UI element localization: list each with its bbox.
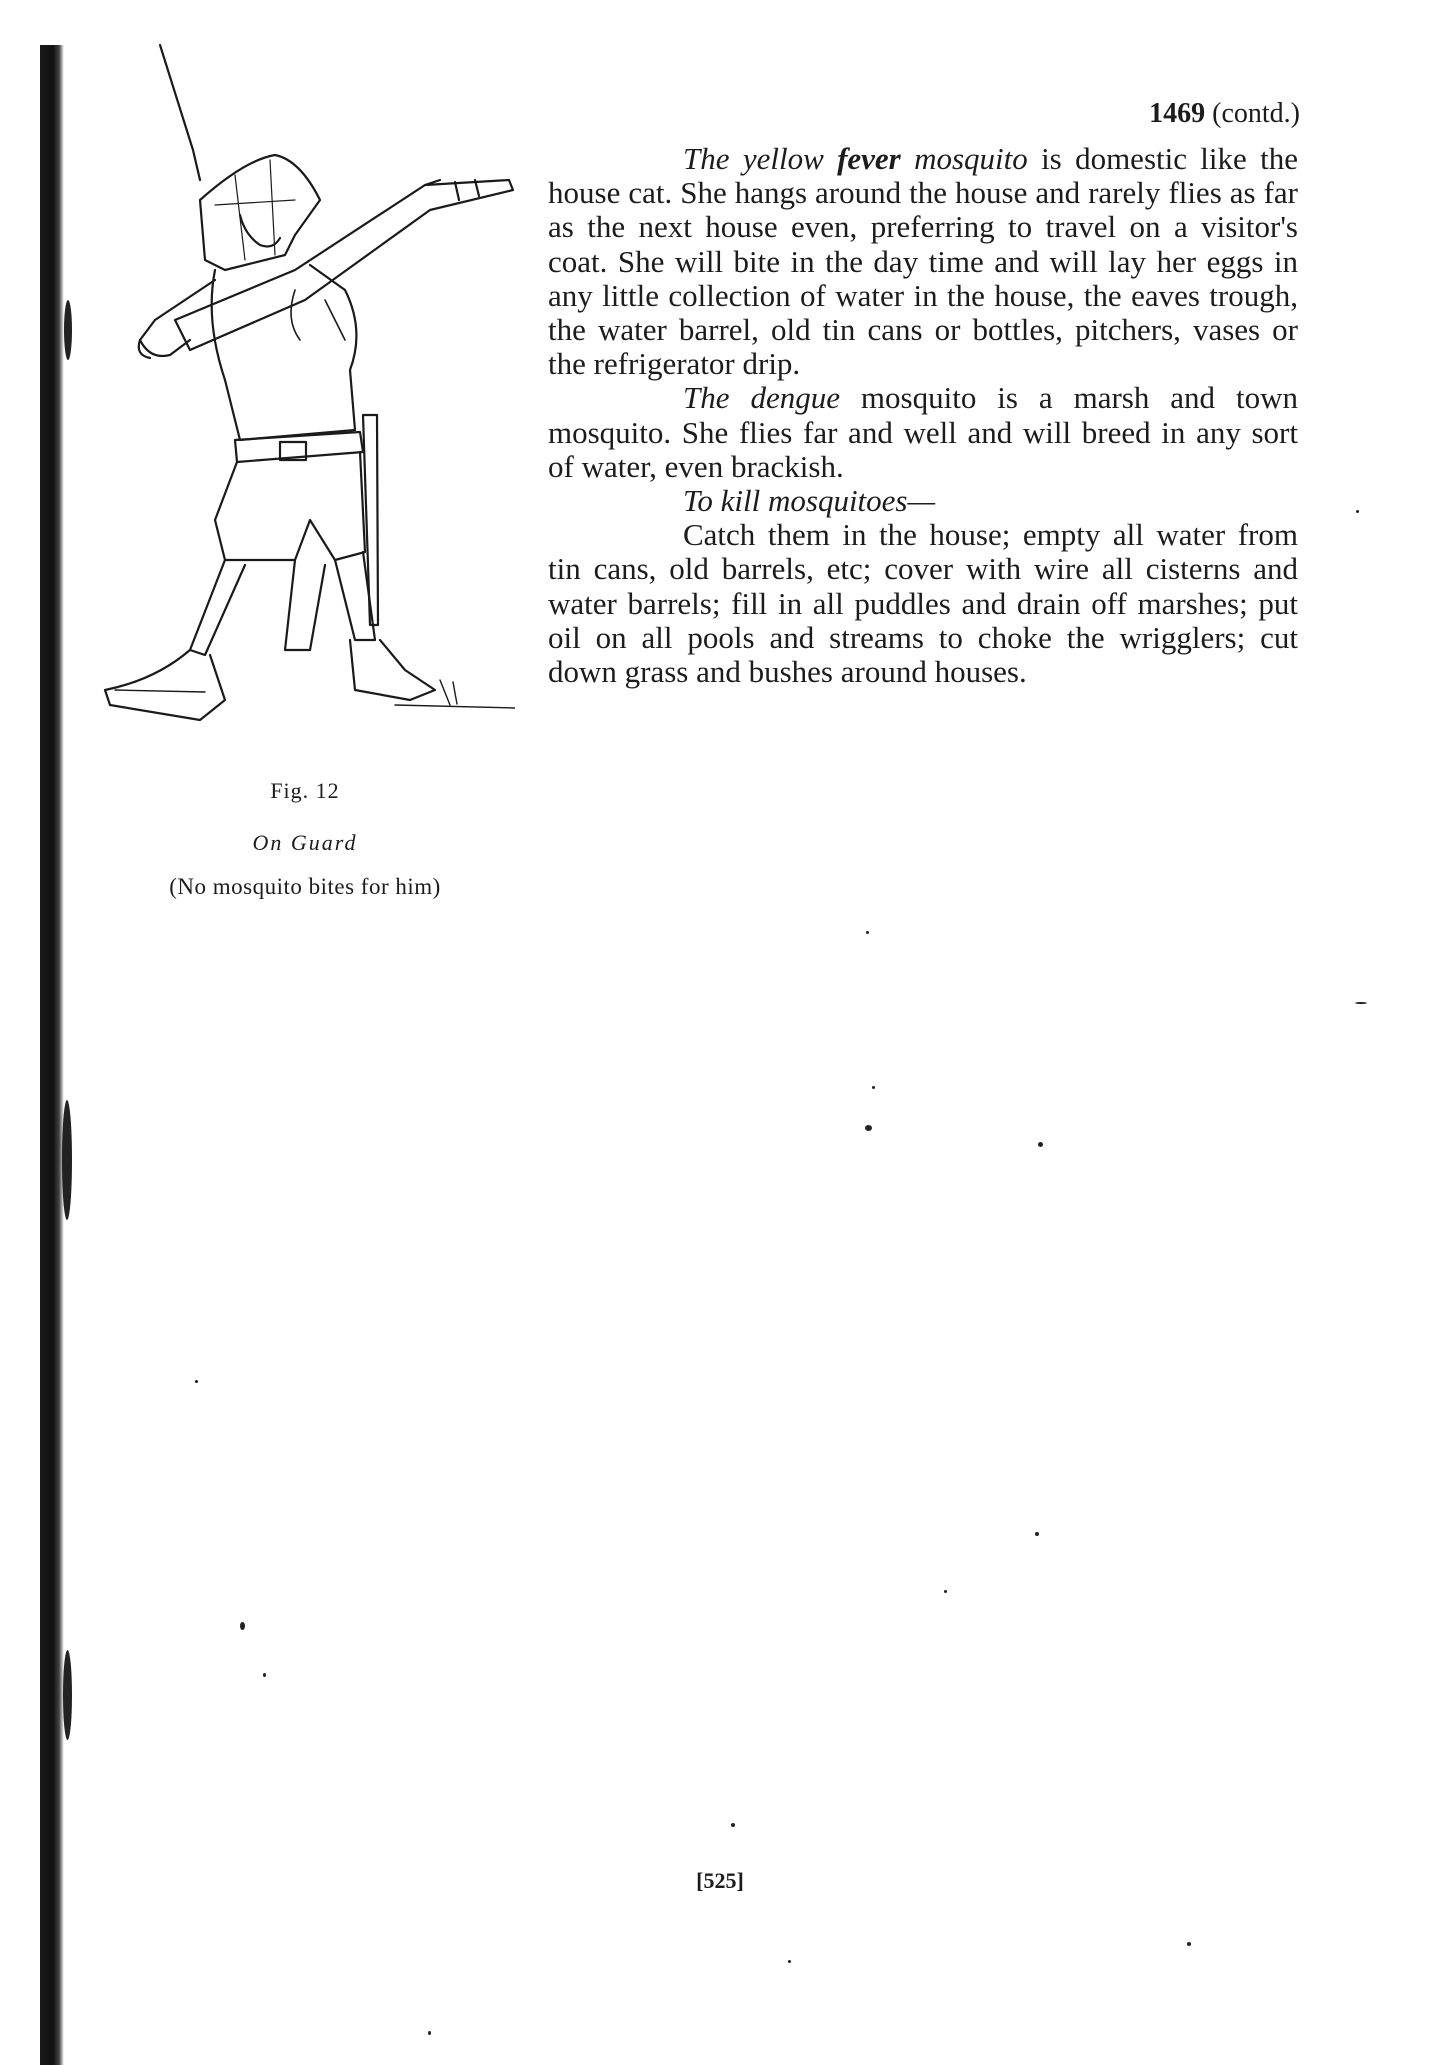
figure-illustration xyxy=(95,40,515,760)
paragraph-lead xyxy=(683,141,1028,176)
scan-dust xyxy=(944,1590,947,1593)
paragraph-instructions xyxy=(548,518,1298,689)
section-number xyxy=(980,98,1300,130)
scan-dust xyxy=(788,1960,791,1963)
paragraph-text: mosquito is a marsh and town mosquito. She flies far and well and will breed in any sort of water, even brackish. xyxy=(548,380,1298,484)
paragraph-dengue xyxy=(548,381,1298,484)
figure-number: Fig. 12 xyxy=(270,778,340,803)
scan-dust xyxy=(428,2031,431,2035)
scan-dust xyxy=(240,1622,245,1630)
scan-edge-shadow xyxy=(40,45,64,2065)
scan-dust xyxy=(1356,510,1359,513)
paragraph-yellow-fever xyxy=(548,142,1298,381)
scan-dust xyxy=(1355,1002,1367,1004)
body-text xyxy=(548,142,1298,689)
paragraph-to-kill-heading xyxy=(548,484,1298,518)
scan-speck xyxy=(63,1650,72,1740)
paragraph-text: is domestic like the house cat. She hangs around the house and rarely flies as far as the next house even, preferring to travel on a visitor's coat. She will bite in the day time and will lay her eggs in any little collection of water in the house, the eaves trough, the water barrel, old tin cans or bottles, pitchers, vases or the refrigerator drip. xyxy=(548,141,1298,382)
scan-dust xyxy=(1035,1532,1039,1536)
scan-dust xyxy=(866,931,869,934)
paragraph-lead: The dengue xyxy=(683,380,840,416)
scan-speck xyxy=(64,300,72,360)
lead-bold: fever xyxy=(837,141,901,176)
scan-dust xyxy=(263,1673,266,1677)
scan-speck xyxy=(62,1100,72,1220)
scan-dust xyxy=(731,1823,735,1827)
figure-note: (No mosquito bites for him) xyxy=(169,874,441,899)
page-number: [525] xyxy=(696,1868,744,1893)
paragraph-text: Catch them in the house; empty all water from tin cans, old barrels, etc; cover with wire all cisterns and water barrels; fill in all puddles and drain off marshes; put oil on all pools and streams to choke the wrigglers; cut down grass and bushes around houses. xyxy=(548,517,1298,690)
scan-dust xyxy=(1187,1942,1191,1946)
section-number-value: 1469 xyxy=(1149,98,1206,129)
section-number-suffix: (contd.) xyxy=(1212,98,1300,129)
lead-post: mosquito xyxy=(900,141,1028,176)
scan-dust xyxy=(872,1086,875,1089)
lead-pre: The yellow xyxy=(683,141,838,176)
scan-dust xyxy=(865,1125,872,1131)
paragraph-lead: To kill mosquitoes— xyxy=(683,483,936,519)
scan-dust xyxy=(195,1380,198,1383)
figure-title: On Guard xyxy=(252,830,358,855)
scan-dust xyxy=(1038,1142,1043,1147)
soldier-on-guard-drawing xyxy=(95,40,515,760)
